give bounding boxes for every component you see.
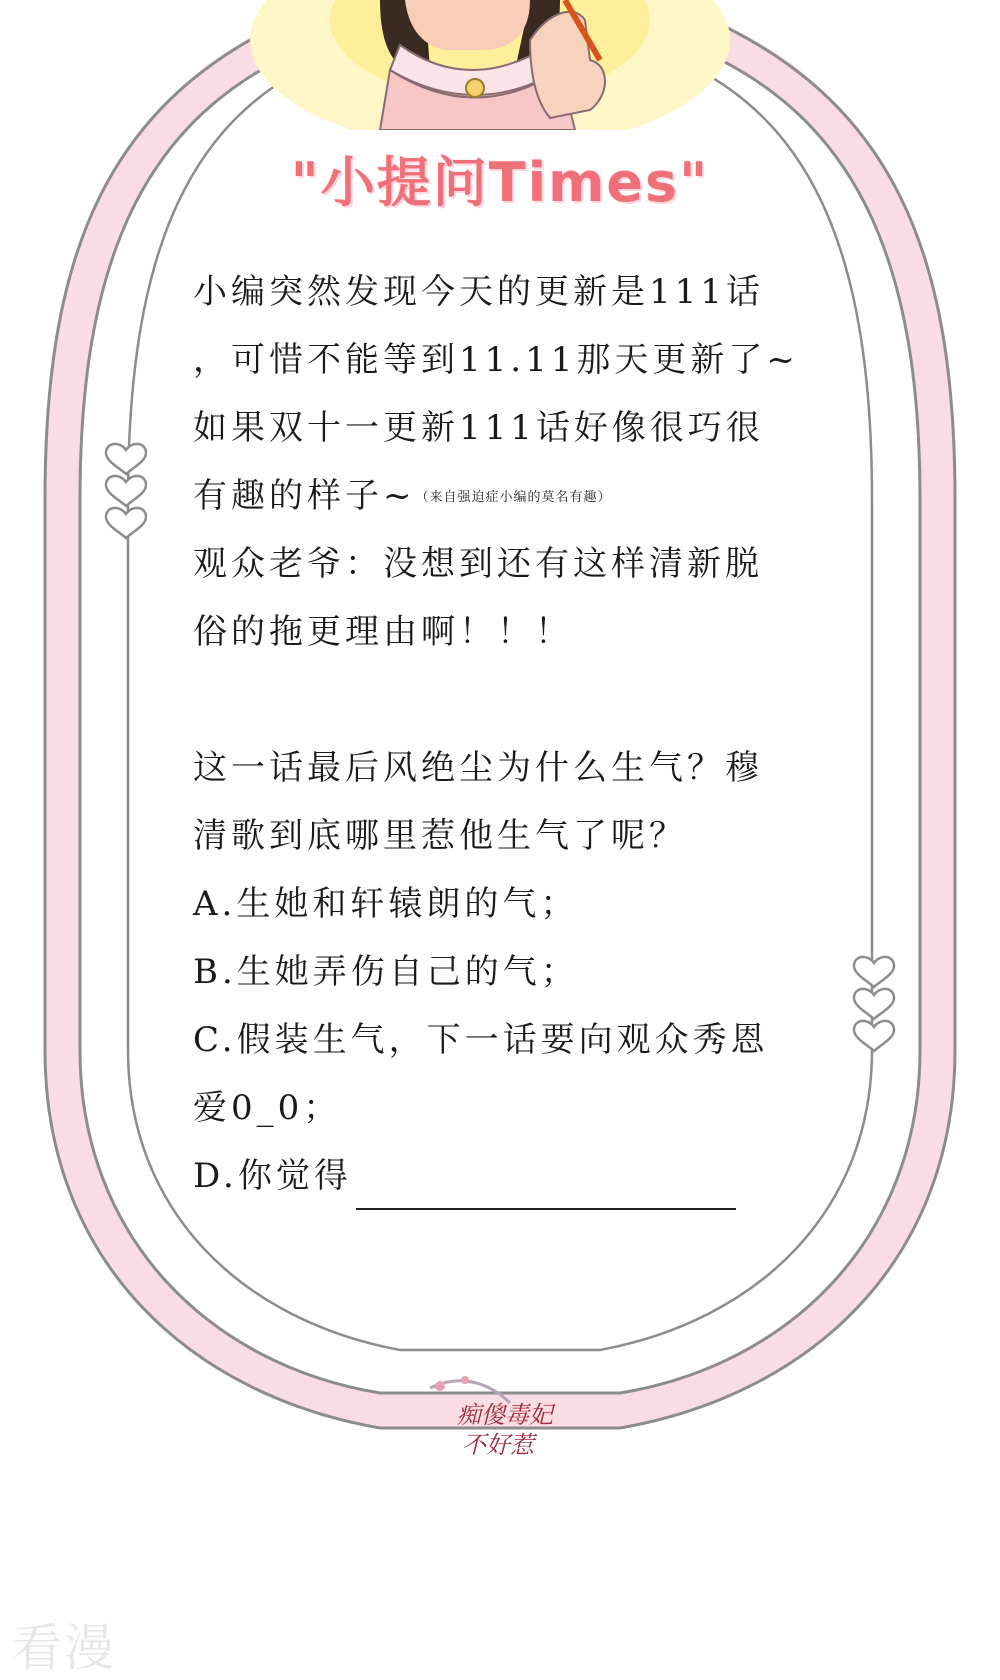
option-c-continued: 爱0_0； — [193, 1088, 342, 1128]
character-illustration — [230, 0, 750, 130]
page-title: "小提问Times" — [290, 151, 710, 214]
answer-blank — [356, 1172, 736, 1210]
logo-title-1: 痴傻毒妃 — [457, 1401, 553, 1429]
option-c: C.假装生气，下一话要向观众秀恩 — [193, 1020, 769, 1060]
option-d-text: D.你觉得 — [193, 1156, 352, 1196]
heart-icon — [106, 476, 146, 506]
watermark: 看漫 — [12, 1619, 116, 1677]
comic-logo — [420, 1368, 580, 1468]
heart-icon — [854, 989, 894, 1019]
spacer — [193, 666, 843, 734]
paragraph-line — [193, 462, 843, 530]
heart-icon — [106, 444, 146, 474]
heart-icons-right — [854, 957, 894, 1051]
logo-title-2: 不好惹 — [462, 1431, 534, 1459]
logo-blossom — [435, 1381, 445, 1391]
question-line: 这一话最后风绝尘为什么生气？穆 — [193, 748, 763, 788]
paragraph-line: 小编突然发现今天的更新是111话 — [193, 272, 764, 312]
option-a: A.生她和轩辕朗的气； — [193, 884, 579, 924]
pendant — [466, 79, 484, 97]
logo-blossom — [461, 1376, 469, 1384]
option-d — [193, 1142, 843, 1210]
editor-note: （来自强迫症小编的莫名有趣） — [415, 490, 612, 505]
question-line: 清歌到底哪里惹他生气了呢？ — [193, 816, 687, 856]
audience-line: 观众老爷：没想到还有这样清新脱 — [193, 544, 763, 584]
heart-icon — [106, 508, 146, 538]
audience-line: 俗的拖更理由啊！！！ — [193, 612, 573, 652]
heart-icons-left — [106, 444, 146, 538]
paragraph-line: ，可惜不能等到11.11那天更新了~ — [193, 340, 799, 380]
text-block — [193, 258, 843, 1210]
paragraph-line: 如果双十一更新111话好像很巧很 — [193, 408, 764, 448]
heart-icon — [854, 1021, 894, 1051]
option-b: B.生她弄伤自己的气； — [193, 952, 579, 992]
paragraph-text: 有趣的样子~ — [193, 476, 416, 516]
heart-icon — [854, 957, 894, 987]
